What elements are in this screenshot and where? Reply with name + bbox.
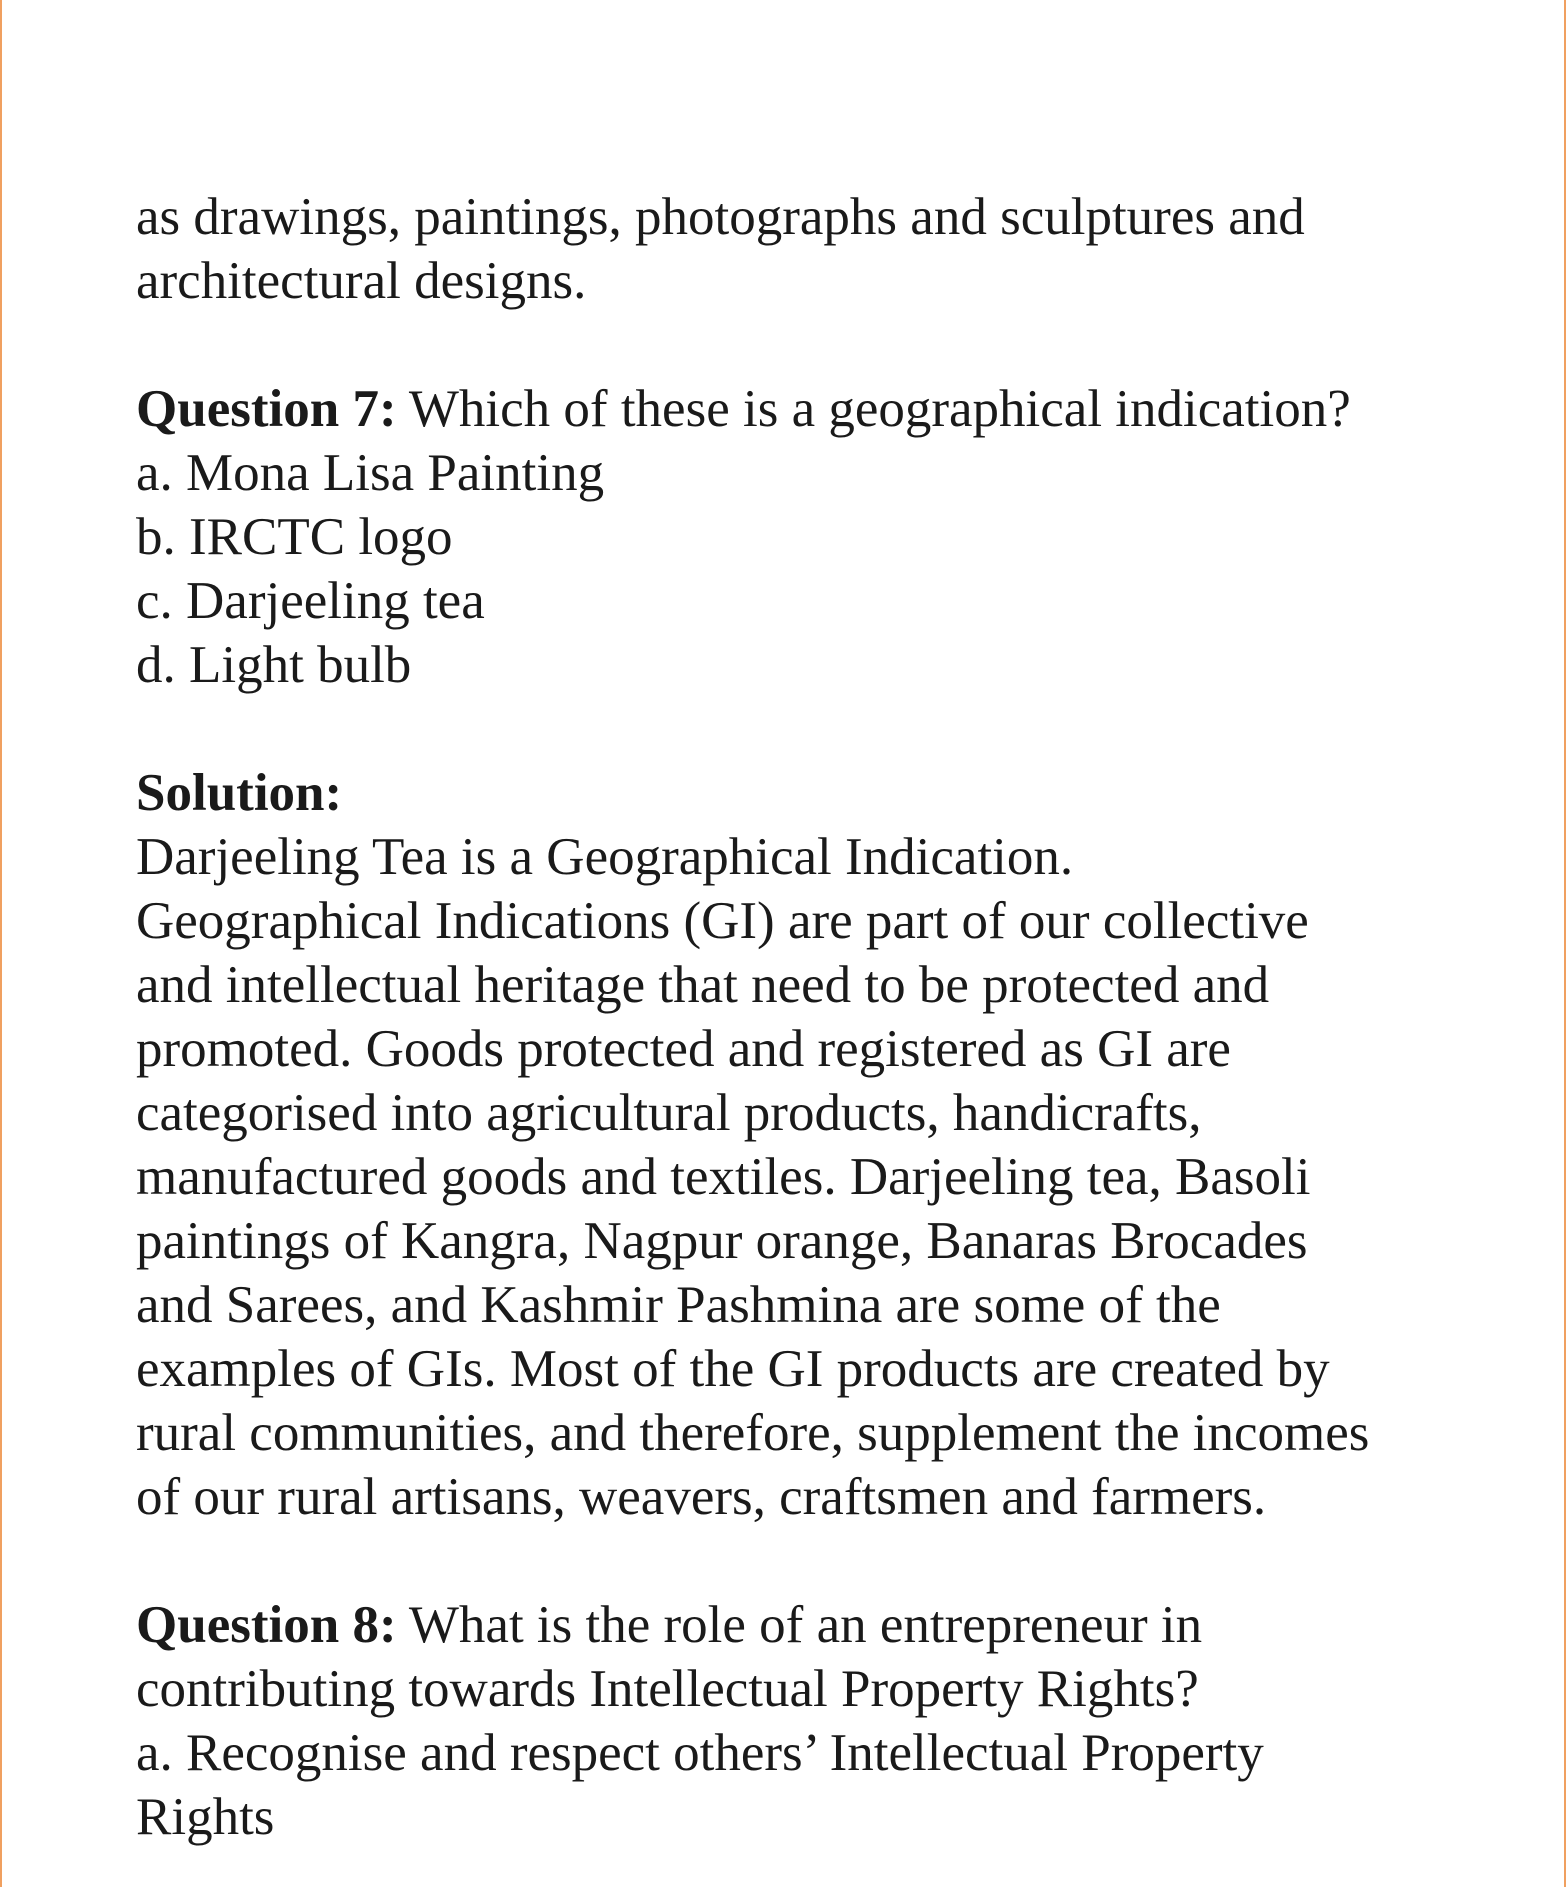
solution-line: promoted. Goods protected and registered as GI are	[136, 1020, 1231, 1078]
solution-line: Geographical Indications (GI) are part of our collective	[136, 892, 1309, 950]
paragraph-gap	[136, 313, 1466, 377]
question-8-option-a: a. Recognise and respect others’ Intellectual Property	[136, 1724, 1264, 1782]
solution-line: and Sarees, and Kashmir Pashmina are some of the	[136, 1276, 1221, 1334]
solution-label: Solution:	[136, 764, 343, 822]
solution-line: examples of GIs. Most of the GI products are created by	[136, 1340, 1330, 1398]
solution-line: rural communities, and therefore, supplement the incomes	[136, 1404, 1370, 1462]
question-7-option-c: c. Darjeeling tea	[136, 572, 485, 630]
question-7-option-b: b. IRCTC logo	[136, 508, 453, 566]
question-8	[136, 1593, 1466, 1657]
question-7	[136, 377, 1466, 441]
solution-line: and intellectual heritage that need to be protected and	[136, 956, 1270, 1014]
question-7-option-d: d. Light bulb	[136, 636, 412, 694]
paragraph-gap	[136, 697, 1466, 761]
question-7-text: Which of these is a geographical indication?	[396, 380, 1351, 438]
intro-line: as drawings, paintings, photographs and sculptures and	[136, 188, 1305, 246]
question-7-label: Question 7:	[136, 380, 397, 438]
question-7-option-a: a. Mona Lisa Painting	[136, 444, 605, 502]
solution-line: Darjeeling Tea is a Geographical Indication.	[136, 828, 1074, 886]
solution-line: categorised into agricultural products, handicrafts,	[136, 1084, 1202, 1142]
solution-line: of our rural artisans, weavers, craftsmen and farmers.	[136, 1468, 1267, 1526]
solution-line: paintings of Kangra, Nagpur orange, Banaras Brocades	[136, 1212, 1308, 1270]
page-content	[136, 185, 1466, 1849]
solution-line: manufactured goods and textiles. Darjeeling tea, Basoli	[136, 1148, 1311, 1206]
question-8-option-a-cont: Rights	[136, 1788, 275, 1846]
solution-heading	[136, 761, 1466, 825]
paragraph-gap	[136, 1529, 1466, 1593]
question-8-label: Question 8:	[136, 1596, 397, 1654]
question-8-text: What is the role of an entrepreneur in	[396, 1596, 1203, 1654]
intro-line: architectural designs.	[136, 252, 587, 310]
question-8-text-cont: contributing towards Intellectual Property Rights?	[136, 1660, 1199, 1718]
